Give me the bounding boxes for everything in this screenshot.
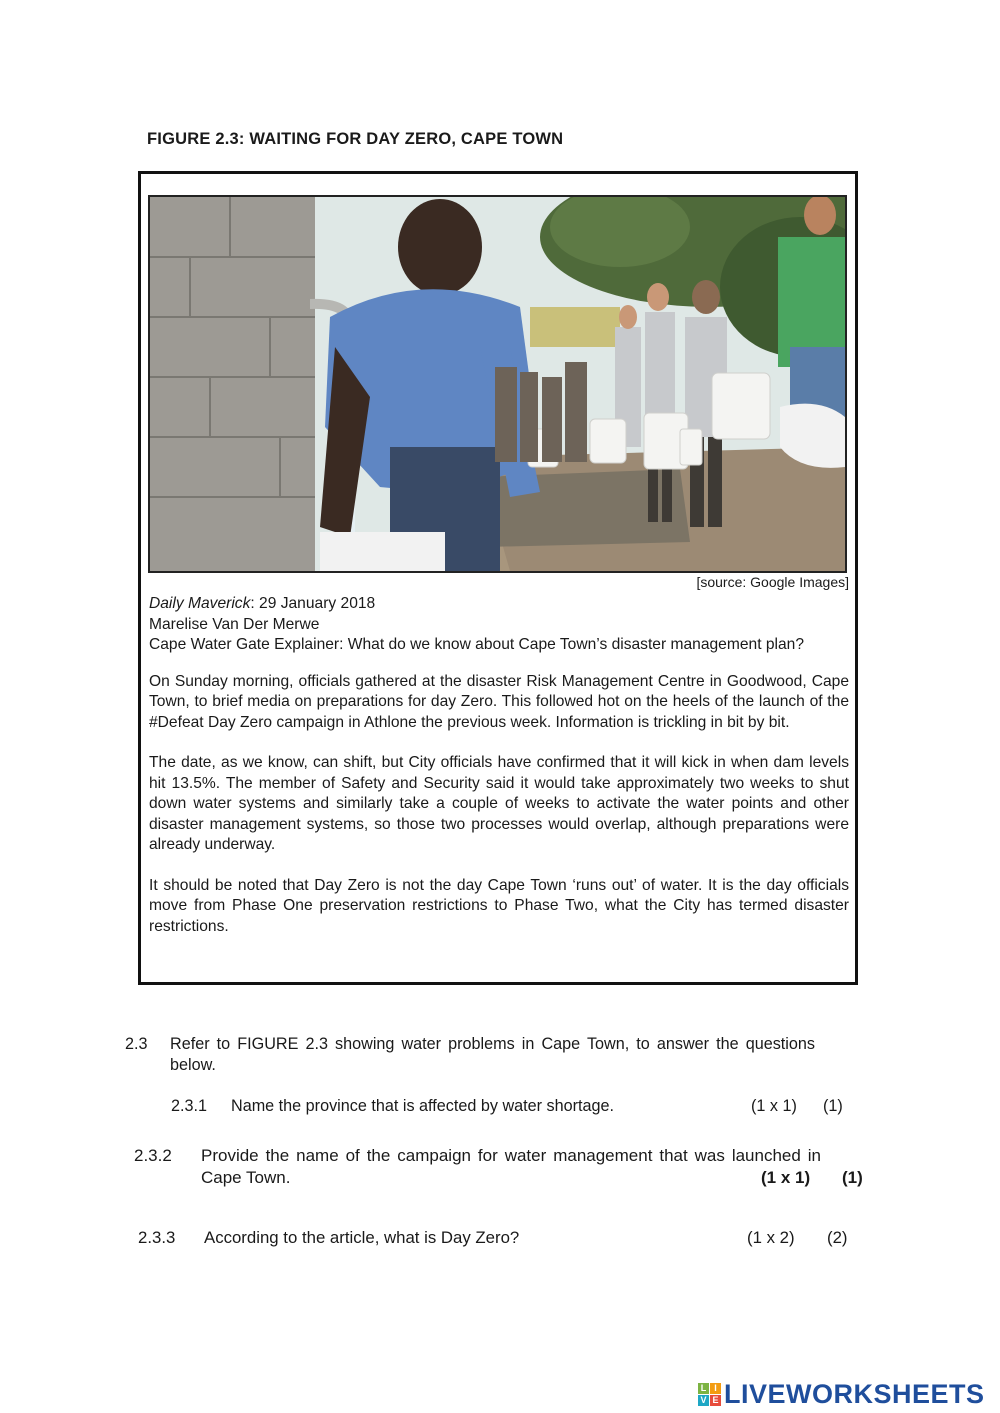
mark-allocation: (1 x 1): [751, 1097, 797, 1115]
article: [149, 594, 849, 937]
water-queue-photo: [150, 197, 845, 571]
publication-name: Daily Maverick: [149, 595, 251, 612]
photo-source: [source: Google Images]: [696, 574, 849, 590]
question-marks: (1): [842, 1168, 863, 1187]
article-paragraph: It should be noted that Day Zero is not the day Cape Town ‘runs out’ of water. It is the day officials move from Phase One preservation restrictions to Phase Two, what the City has termed disaster restrictions.: [149, 876, 849, 935]
article-paragraph: On Sunday morning, officials gathered at the disaster Risk Management Centre in Goodwood, Cape Town, to brief media on preparations for day Zero. This followed hot on the heels of the launch of the #Defeat Day Zero campaign in Athlone the previous week. Information is trickling in bit by bit.: [149, 672, 849, 731]
question-marks: (1): [823, 1097, 843, 1115]
logo-letter: E: [710, 1395, 721, 1406]
article-paragraph: The date, as we know, can shift, but City officials have confirmed that it will kick in when dam levels hit 13.5%. The member of Safety and Security said it would take approximately two weeks to shut down water systems and similarly take a couple of weeks to activate the water points and other disaster management systems, so those two processes would overlap, although preparations were already underway.: [149, 754, 849, 853]
mark-allocation: (1 x 1): [761, 1168, 811, 1187]
question-number: 2.3.2: [134, 1146, 172, 1165]
logo-letter: I: [710, 1383, 721, 1394]
question-number: 2.3.1: [171, 1097, 208, 1115]
question-text: Provide the name of the campaign for water management that was launched in Cape Town.: [201, 1146, 821, 1187]
article-author: Marelise Van Der Merwe: [149, 615, 320, 633]
question-marks: (2): [827, 1228, 848, 1247]
logo-mark-icon: [698, 1383, 721, 1406]
question-text: According to the article, what is Day Zero?: [204, 1228, 520, 1247]
article-byline: [149, 594, 849, 615]
question-text: Name the province that is affected by water shortage.: [231, 1097, 615, 1115]
mark-allocation: (1 x 2): [747, 1228, 795, 1247]
figure-frame: [138, 171, 858, 985]
liveworksheets-logo[interactable]: [698, 1378, 985, 1410]
logo-text: LIVEWORKSHEETS: [724, 1378, 985, 1409]
logo-letter: L: [698, 1383, 709, 1394]
publication-date: : 29 January 2018: [250, 595, 376, 612]
figure-photo: [148, 195, 847, 573]
question-item: [171, 1096, 861, 1117]
article-headline: Cape Water Gate Explainer: What do we know about Cape Town’s disaster management plan?: [149, 636, 805, 653]
question-item: [138, 1227, 858, 1248]
question-intro: [125, 1034, 815, 1076]
question-text: Refer to FIGURE 2.3 showing water problems in Cape Town, to answer the questions below.: [170, 1035, 815, 1074]
figure-title: FIGURE 2.3: WAITING FOR DAY ZERO, CAPE TOWN: [147, 130, 564, 148]
question-item: [134, 1145, 874, 1189]
logo-letter: V: [698, 1395, 709, 1406]
question-number: 2.3.3: [138, 1228, 176, 1247]
question-number: 2.3: [125, 1035, 148, 1053]
